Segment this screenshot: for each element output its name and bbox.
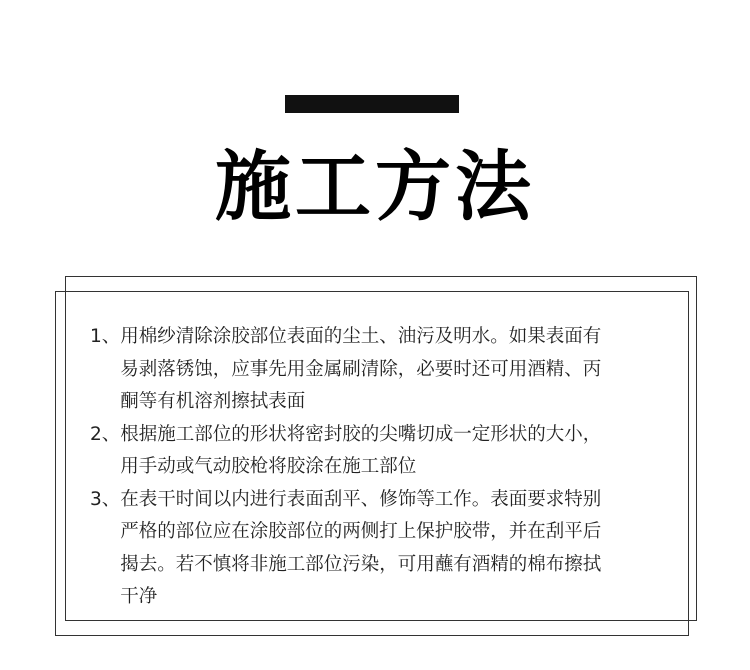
step-line: 易剥落锈蚀，应事先用金属刷清除，必要时还可用酒精、丙 <box>120 358 602 380</box>
step-line: 干净 <box>120 586 158 607</box>
title-decoration-bar <box>285 95 459 113</box>
step-line: 用棉纱清除涂胶部位表面的尘土、油污及明水。如果表面有 <box>120 326 602 347</box>
step-text <box>120 321 680 419</box>
instructions <box>90 321 680 614</box>
step-line: 揭去。若不慎将非施工部位污染，可用蘸有酒精的棉布擦拭 <box>120 553 602 575</box>
step-line: 在表干时间以内进行表面刮平、修饰等工作。表面要求特别 <box>120 488 602 510</box>
step-line: 根据施工部位的形状将密封胶的尖嘴切成一定形状的大小， <box>120 423 602 445</box>
step-number: 3、 <box>90 488 121 510</box>
step-line: 用手动或气动胶枪将胶涂在施工部位 <box>120 456 417 477</box>
step-3 <box>90 484 680 614</box>
step-line: 严格的部位应在涂胶部位的两侧打上保护胶带，并在刮平后 <box>120 521 602 542</box>
step-number: 2、 <box>90 423 121 445</box>
step-line: 酮等有机溶剂擦拭表面 <box>120 391 306 412</box>
page-title: 施工方法 <box>215 142 535 231</box>
step-2 <box>90 419 680 484</box>
step-number: 1、 <box>90 326 121 347</box>
step-text <box>120 484 680 614</box>
step-text <box>120 419 680 484</box>
step-1 <box>90 321 680 419</box>
